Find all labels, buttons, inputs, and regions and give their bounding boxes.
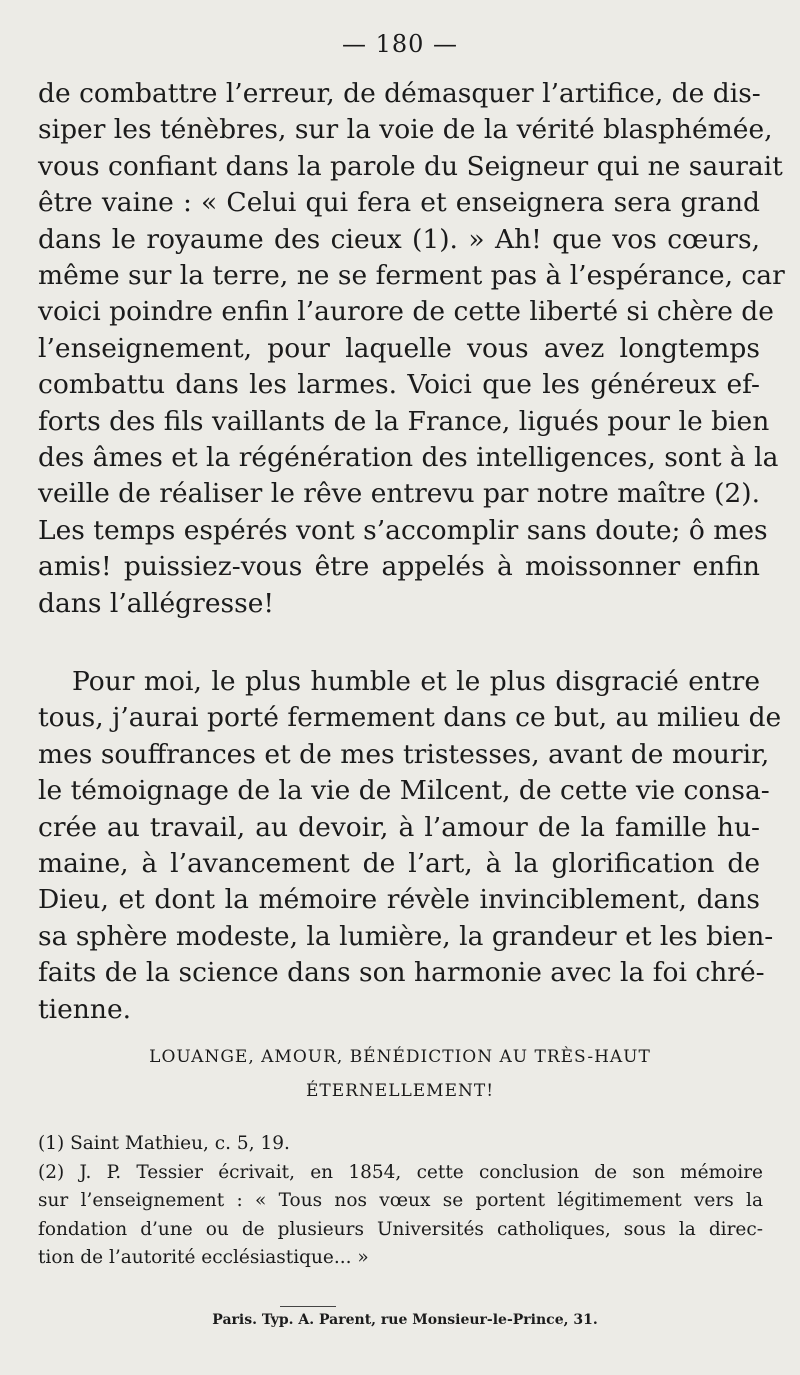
text-line: de combattre l’erreur, de démasquer l’artifice, de dis- [38,78,761,109]
closing-doxology: LOUANGE, AMOUR, BÉNÉDICTION AU TRÈS-HAUT [149,1047,651,1067]
text-line: Pour moi, le plus humble et le plus disgracié entre [72,666,760,697]
text-line: siper les ténèbres, sur la voie de la vérité blasphémée, [38,114,773,146]
text-line: voici poindre enfin l’aurore de cette liberté si chère de [38,296,774,328]
footnote-2-line: fondation d’une ou de plusieurs Universités catholiques, sous la direc- [38,1218,763,1240]
footnote-2-line: sur l’enseignement : « Tous nos vœux se portent légitimement vers la [38,1190,763,1211]
text-line: forts des fils vaillants de la France, ligués pour le bien [38,405,770,437]
footnote-1: (1) Saint Mathieu, c. 5, 19. [38,1133,290,1154]
footnote-2-line: tion de l’autorité ecclésiastique... » [38,1247,369,1268]
text-line: faits de la science dans son harmonie avec la foi chré- [38,957,765,989]
text-line: crée au travail, au devoir, à l’amour de la famille hu- [38,811,760,843]
paragraph-1 [38,76,785,622]
text-line: Dieu, et dont la mémoire révèle invinciblement, dans [38,884,760,916]
paragraph-2 [38,664,782,1028]
printer-imprint: Paris. Typ. A. Parent, rue Monsieur-le-Prince, 31. [212,1312,598,1328]
text-line: l’enseignement, pour laquelle vous avez longtemps [38,332,760,364]
text-line: même sur la terre, ne se ferment pas à l’espérance, car [38,260,785,292]
text-line: le témoignage de la vie de Milcent, de cette vie consa- [38,775,770,807]
text-line: dans l’allégresse! [38,587,275,619]
text-line: Les temps espérés vont s’accomplir sans doute; ô mes [38,514,768,546]
text-line: des âmes et la régénération des intelligences, sont à la [38,442,779,474]
text-line: tous, j’aurai porté fermement dans ce but, au milieu de [38,702,782,734]
text-line: tienne. [38,993,132,1025]
text-line: veille de réaliser le rêve entrevu par notre maître (2). [38,478,761,510]
page-number: — 180 — [341,30,459,58]
text-line: combattu dans les larmes. Voici que les généreux ef- [38,369,760,401]
footnote-2-line: (2) J. P. Tessier écrivait, en 1854, cette conclusion de son mémoire [38,1161,763,1183]
closing-doxology-end: ÉTERNELLEMENT! [305,1081,495,1101]
text-line: sa sphère modeste, la lumière, la grandeur et les bien- [38,920,774,952]
text-line: vous confiant dans la parole du Seigneur qui ne saurait [38,150,783,182]
text-line: maine, à l’avancement de l’art, à la glorification de [38,848,760,880]
footnotes [38,1130,763,1273]
separator-rule [280,1306,336,1307]
text-line: dans le royaume des cieux (1). » Ah! que vos cœurs, [38,223,760,255]
text-line: mes souffrances et de mes tristesses, avant de mourir, [38,738,770,770]
text-line: être vaine : « Celui qui fera et enseignera sera grand [38,187,760,219]
text-line: amis! puissiez-vous être appelés à moissonner enfin [38,551,760,583]
